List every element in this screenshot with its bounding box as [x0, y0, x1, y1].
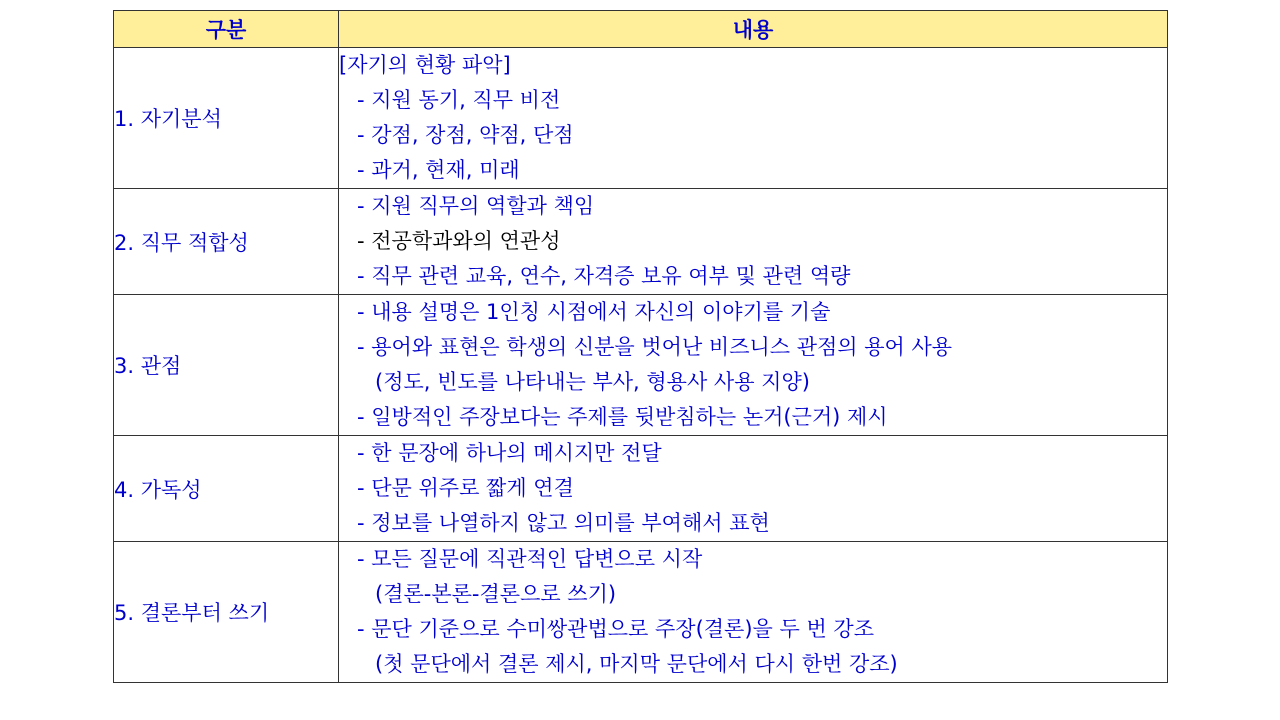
content-line: - 단문 위주로 짧게 연결: [357, 476, 574, 500]
row-category: 3. 관점: [114, 295, 339, 436]
content-line: - 문단 기준으로 수미쌍관법으로 주장(결론)을 두 번 강조: [357, 617, 874, 641]
row-content: [339, 542, 1168, 683]
content-table: [113, 10, 1168, 683]
row-content: [339, 48, 1168, 189]
content-line: - 과거, 현재, 미래: [357, 158, 520, 182]
content-line: - 직무 관련 교육, 연수, 자격증 보유 여부 및 관련 역량: [357, 264, 851, 288]
header-category: 구분: [114, 11, 339, 48]
content-line: (결론-본론-결론으로 쓰기): [375, 582, 617, 606]
row-category: 5. 결론부터 쓰기: [114, 542, 339, 683]
content-line: [자기의 현황 파악]: [339, 53, 511, 77]
content-line: - 전공학과와의 연관성: [357, 229, 561, 253]
row-content: [339, 436, 1168, 542]
header-content: 내용: [339, 11, 1168, 48]
content-line: - 강점, 장점, 약점, 단점: [357, 123, 574, 147]
content-line: - 한 문장에 하나의 메시지만 전달: [357, 441, 662, 465]
content-line: - 용어와 표현은 학생의 신분을 벗어난 비즈니스 관점의 용어 사용: [357, 335, 953, 359]
table-row: [114, 48, 1168, 189]
row-content: [339, 189, 1168, 295]
table-row: [114, 542, 1168, 683]
table-header-row: [114, 11, 1168, 48]
row-category: 2. 직무 적합성: [114, 189, 339, 295]
content-line: (정도, 빈도를 나타내는 부사, 형용사 사용 지양): [375, 370, 810, 394]
content-line: - 내용 설명은 1인칭 시점에서 자신의 이야기를 기술: [357, 300, 831, 324]
content-line: - 일방적인 주장보다는 주제를 뒷받침하는 논거(근거) 제시: [357, 405, 888, 429]
row-content: [339, 295, 1168, 436]
content-line: - 지원 동기, 직무 비전: [357, 88, 561, 112]
content-line: (첫 문단에서 결론 제시, 마지막 문단에서 다시 한번 강조): [375, 652, 898, 676]
content-line: - 지원 직무의 역할과 책임: [357, 194, 595, 218]
table-row: [114, 436, 1168, 542]
content-line: - 정보를 나열하지 않고 의미를 부여해서 표현: [357, 511, 770, 535]
table-row: [114, 189, 1168, 295]
content-line: - 모든 질문에 직관적인 답변으로 시작: [357, 547, 703, 571]
row-category: 4. 가독성: [114, 436, 339, 542]
table-row: [114, 295, 1168, 436]
row-category: 1. 자기분석: [114, 48, 339, 189]
